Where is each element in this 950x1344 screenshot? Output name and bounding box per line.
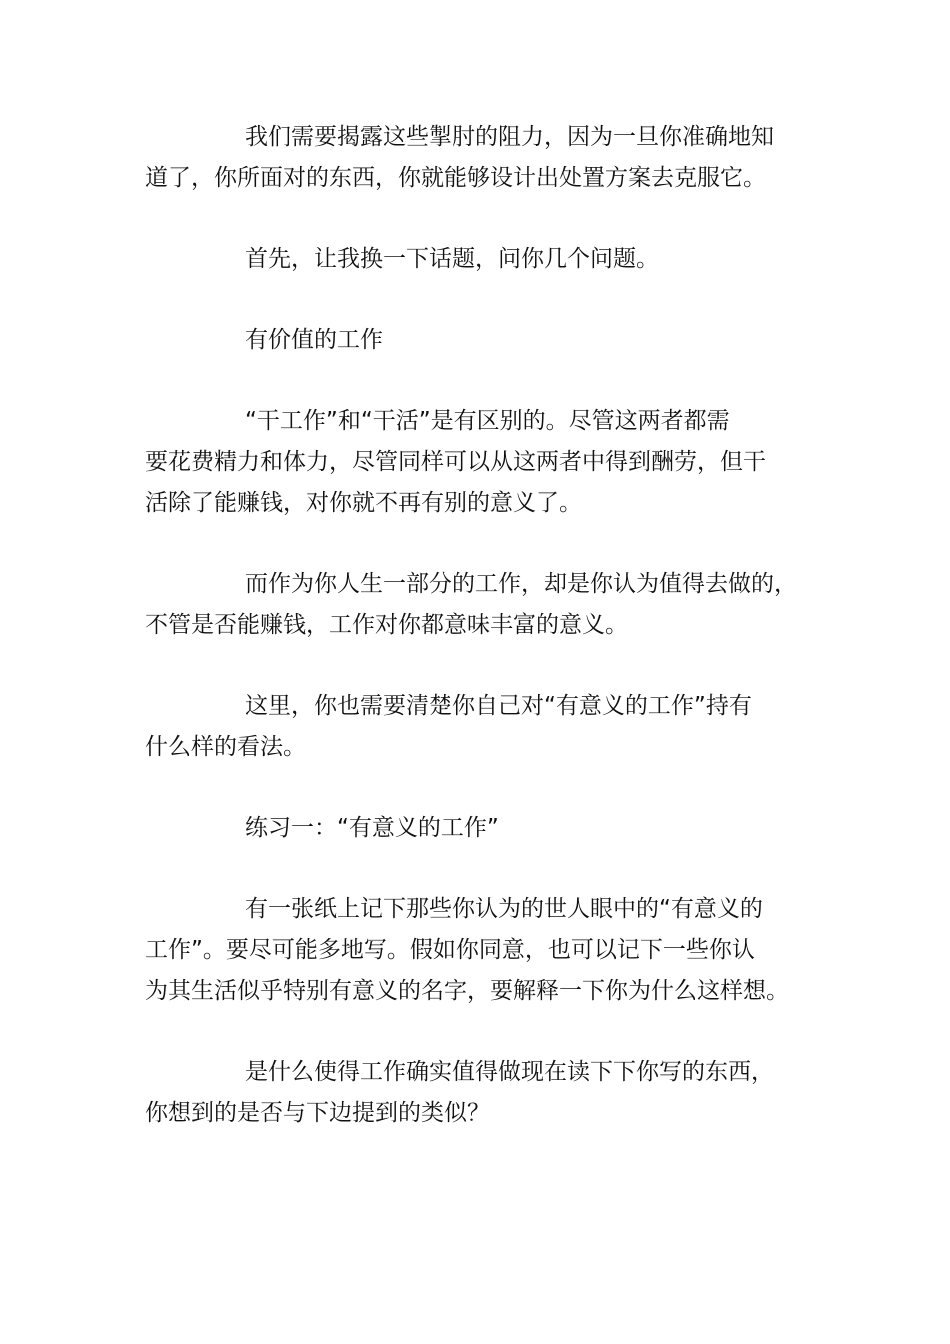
paragraph-work-vs-job: “干工作”和“干活”是有区别的。尽管这两者都需 要花费精力和体力，尽管同样可以从这两者中得到酬劳，但干 活除了能赚钱，对你就不再有别的意义了。 bbox=[145, 408, 766, 516]
paragraph-questions: 首先，让我换一下话题，问你几个问题。 bbox=[245, 246, 659, 272]
paragraph-intro: 我们需要揭露这些掣肘的阻力，因为一旦你准确地知 道了，你所面对的东西，你就能够设计出处置方案去克服它。 bbox=[145, 124, 774, 191]
paragraph-your-view: 这里，你也需要清楚你自己对“有意义的工作”持有 什么样的看法。 bbox=[145, 693, 752, 760]
section-heading-valuable-work: 有价值的工作 bbox=[245, 327, 383, 353]
document-body bbox=[145, 117, 810, 1174]
exercise-heading: 练习一：“有意义的工作” bbox=[245, 815, 499, 841]
paragraph-life-work: 而作为你人生一部分的工作，却是你认为值得去做的， 不管是否能赚钱，工作对你都意味丰富的意义。 bbox=[145, 571, 797, 638]
paragraph-reflection: 是什么使得工作确实值得做现在读下下你写的东西， 你想到的是否与下边提到的类似？ bbox=[145, 1059, 774, 1126]
paragraph-exercise-instructions: 有一张纸上记下那些你认为的世人眼中的“有意义的 工作”。要尽可能多地写。假如你同意，也可以记下一些你认 为其生活似乎特别有意义的名字，要解释一下你为什么这样想。 bbox=[145, 896, 789, 1004]
